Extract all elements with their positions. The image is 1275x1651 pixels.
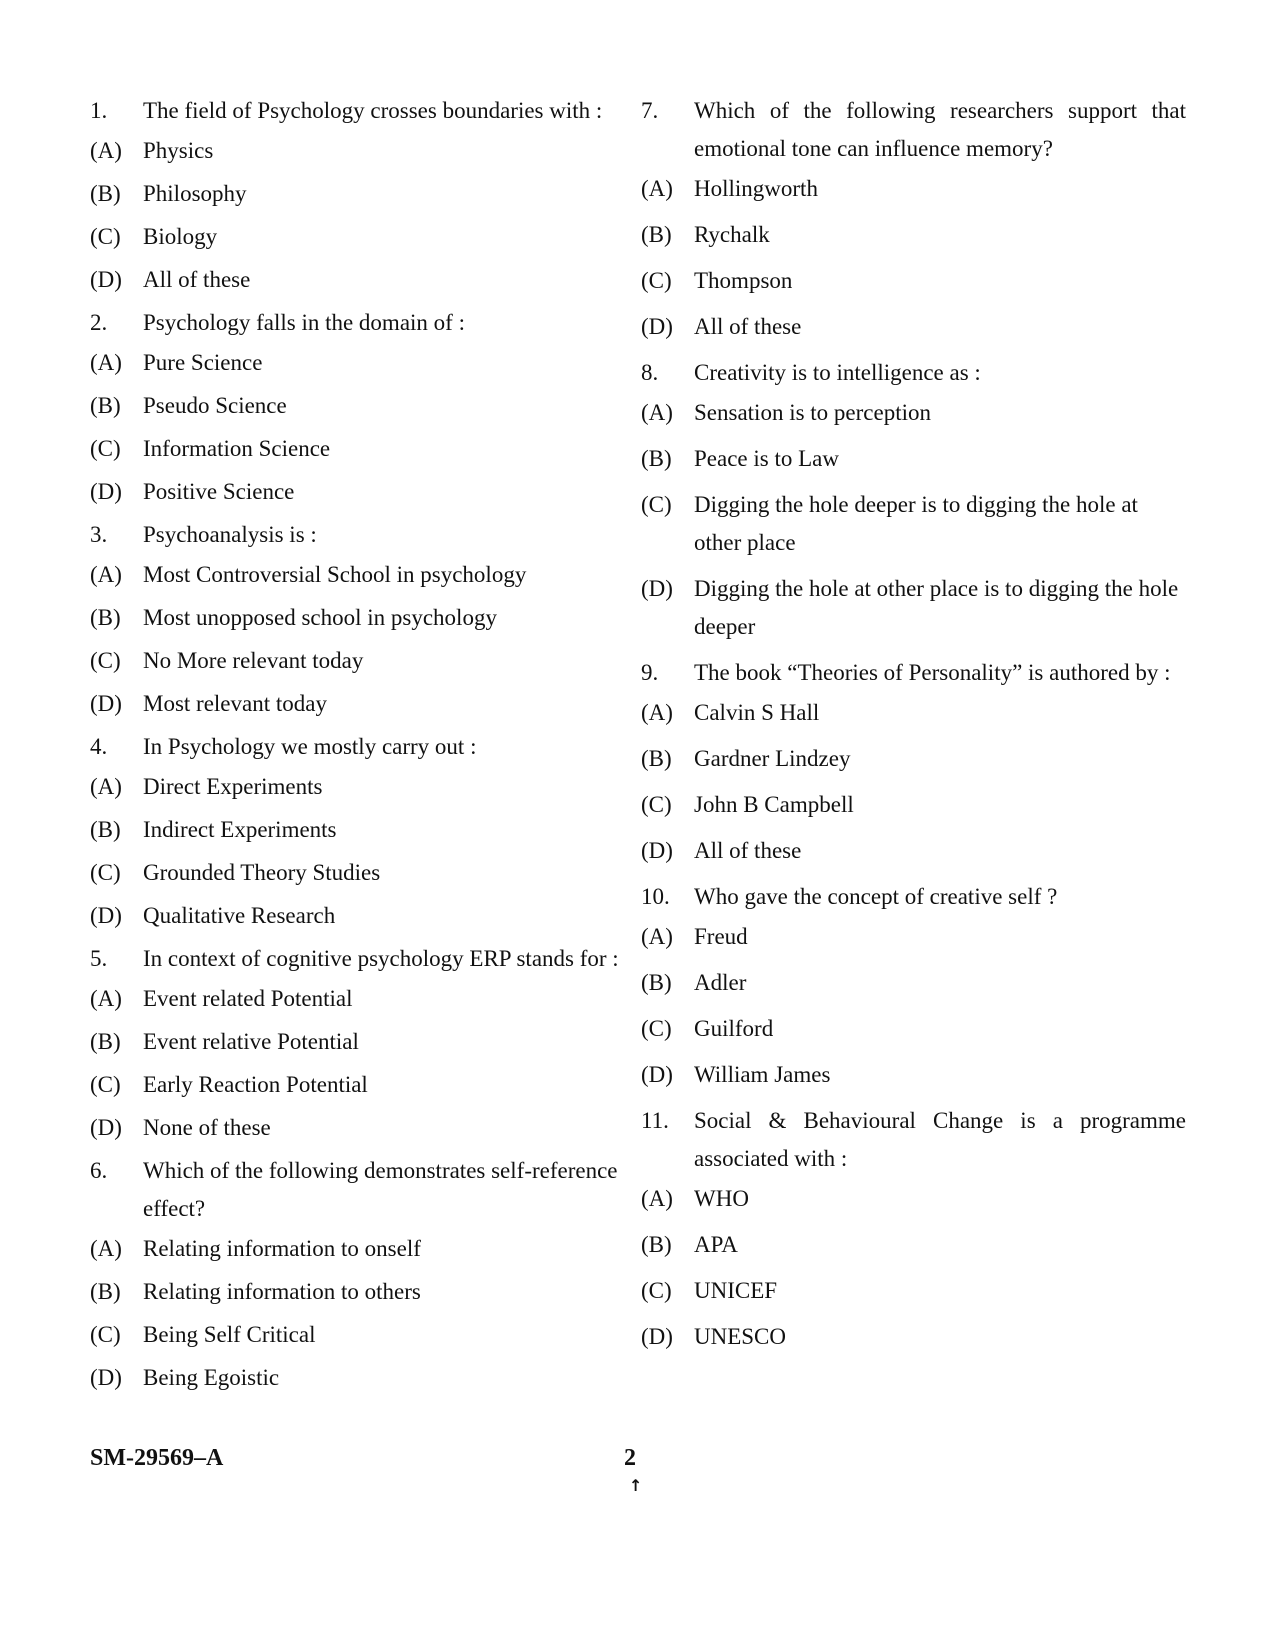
option-item	[90, 768, 625, 806]
option-label: (D)	[90, 903, 122, 928]
question-number: 3.	[90, 522, 108, 547]
option-label: (B)	[641, 222, 672, 247]
question-number: 4.	[90, 734, 108, 759]
question-block	[641, 654, 1186, 870]
option-item	[641, 786, 1186, 824]
option-text: Most relevant today	[143, 691, 327, 716]
option-label: (A)	[641, 700, 673, 725]
option-item	[90, 473, 625, 511]
option-item	[90, 1023, 625, 1061]
option-item	[641, 918, 1186, 956]
option-label: (C)	[641, 792, 672, 817]
option-label: (B)	[90, 817, 121, 842]
question-text: Which of the following researchers support that emotional tone can influence memory?	[694, 98, 1186, 161]
question	[641, 878, 1186, 916]
question-block	[90, 940, 625, 1147]
option-label: (D)	[641, 314, 673, 339]
question-text: Psychology falls in the domain of :	[143, 310, 465, 335]
option-text: Relating information to onself	[143, 1236, 421, 1261]
option-text: John B Campbell	[694, 792, 854, 817]
option-item	[641, 1010, 1186, 1048]
option-text: Biology	[143, 224, 218, 249]
question-text: In Psychology we mostly carry out :	[143, 734, 477, 759]
option-text: Gardner Lindzey	[694, 746, 851, 771]
option-label: (D)	[641, 1324, 673, 1349]
question-block	[90, 304, 625, 511]
question-number: 9.	[641, 660, 659, 685]
option-item	[641, 740, 1186, 778]
option-label: (B)	[641, 970, 672, 995]
option-text: Relating information to others	[143, 1279, 421, 1304]
option-item	[641, 832, 1186, 870]
option-label: (C)	[641, 268, 672, 293]
option-item	[90, 1273, 625, 1311]
options-list	[90, 344, 625, 511]
option-text: Grounded Theory Studies	[143, 860, 381, 885]
question-block	[641, 878, 1186, 1094]
option-label: (B)	[90, 605, 121, 630]
option-item	[90, 1066, 625, 1104]
option-text: Early Reaction Potential	[143, 1072, 368, 1097]
option-item	[641, 308, 1186, 346]
option-text: UNICEF	[694, 1278, 778, 1303]
option-label: (C)	[90, 648, 121, 673]
question	[90, 516, 625, 554]
option-item	[641, 1272, 1186, 1310]
option-item	[641, 1318, 1186, 1356]
option-item	[90, 1359, 625, 1397]
option-text: Qualitative Research	[143, 903, 336, 928]
option-label: (A)	[641, 924, 673, 949]
options-list	[90, 980, 625, 1147]
option-item	[90, 1316, 625, 1354]
option-item	[641, 570, 1186, 646]
option-text: No More relevant today	[143, 648, 364, 673]
option-label: (A)	[90, 350, 122, 375]
question-text: In context of cognitive psychology ERP stands for :	[143, 946, 619, 971]
option-text: Pure Science	[143, 350, 263, 375]
option-text: Rychalk	[694, 222, 770, 247]
option-label: (B)	[641, 1232, 672, 1257]
question	[641, 654, 1186, 692]
options-list	[90, 768, 625, 935]
option-text: All of these	[143, 267, 251, 292]
option-label: (D)	[641, 576, 673, 601]
option-text: Adler	[694, 970, 747, 995]
option-text: Thompson	[694, 268, 793, 293]
option-item	[641, 1056, 1186, 1094]
question	[90, 1152, 625, 1228]
question-number: 11.	[641, 1108, 669, 1133]
option-label: (A)	[90, 562, 122, 587]
option-label: (C)	[90, 860, 121, 885]
option-item	[641, 1226, 1186, 1264]
option-label: (B)	[90, 1279, 121, 1304]
question-number: 2.	[90, 310, 108, 335]
question	[90, 92, 625, 130]
option-item	[641, 694, 1186, 732]
option-item	[641, 486, 1186, 562]
question-block	[641, 1102, 1186, 1356]
option-item	[90, 387, 625, 425]
option-item	[90, 261, 625, 299]
question-number: 10.	[641, 884, 670, 909]
option-text: Being Self Critical	[143, 1322, 316, 1347]
option-item	[90, 599, 625, 637]
option-text: Being Egoistic	[143, 1365, 280, 1390]
option-label: (A)	[90, 986, 122, 1011]
option-text: UNESCO	[694, 1324, 787, 1349]
option-item	[90, 556, 625, 594]
option-label: (A)	[90, 774, 122, 799]
option-label: (A)	[641, 400, 673, 425]
option-item	[90, 344, 625, 382]
option-label: (A)	[90, 1236, 122, 1261]
option-label: (B)	[90, 393, 121, 418]
option-item	[90, 980, 625, 1018]
option-text: Philosophy	[143, 181, 247, 206]
paper-code: SM-29569–A	[90, 1445, 224, 1471]
option-text: Event relative Potential	[143, 1029, 359, 1054]
option-label: (D)	[90, 479, 122, 504]
option-text: None of these	[143, 1115, 271, 1140]
option-text: Calvin S Hall	[694, 700, 820, 725]
question-text: Creativity is to intelligence as :	[694, 360, 981, 385]
option-text: William James	[694, 1062, 831, 1087]
option-text: Digging the hole deeper is to digging the hole at other place	[694, 492, 1138, 555]
option-label: (A)	[641, 176, 673, 201]
option-text: Digging the hole at other place is to digging the hole deeper	[694, 576, 1179, 639]
options-list	[641, 694, 1186, 870]
options-list	[641, 1180, 1186, 1356]
option-label: (D)	[641, 838, 673, 863]
option-text: Hollingworth	[694, 176, 818, 201]
options-list	[641, 394, 1186, 646]
option-item	[641, 262, 1186, 300]
options-list	[90, 132, 625, 299]
option-label: (D)	[90, 691, 122, 716]
option-text: Freud	[694, 924, 748, 949]
option-item	[641, 1180, 1186, 1218]
question-number: 8.	[641, 360, 659, 385]
option-label: (C)	[641, 1278, 672, 1303]
option-item	[90, 642, 625, 680]
right-column	[641, 92, 1186, 1364]
question-text: Social & Behavioural Change is a programme associated with :	[694, 1108, 1186, 1171]
option-label: (D)	[90, 267, 122, 292]
question	[641, 92, 1186, 168]
up-arrow-icon: ↑	[629, 1476, 643, 1495]
question	[90, 728, 625, 766]
question	[90, 304, 625, 342]
question-text: The book “Theories of Personality” is authored by :	[694, 660, 1171, 685]
option-label: (B)	[641, 746, 672, 771]
option-item	[90, 1109, 625, 1147]
option-label: (B)	[90, 1029, 121, 1054]
question-number: 1.	[90, 98, 108, 123]
question-number: 7.	[641, 98, 659, 123]
option-item	[90, 854, 625, 892]
question	[641, 1102, 1186, 1178]
option-item	[641, 216, 1186, 254]
options-list	[641, 918, 1186, 1094]
option-label: (C)	[90, 1072, 121, 1097]
option-text: Event related Potential	[143, 986, 353, 1011]
question-text: The field of Psychology crosses boundaries with :	[143, 98, 603, 123]
option-text: APA	[694, 1232, 738, 1257]
option-label: (C)	[90, 1322, 121, 1347]
option-label: (C)	[641, 492, 672, 517]
option-label: (B)	[90, 181, 121, 206]
option-item	[641, 964, 1186, 1002]
option-item	[90, 897, 625, 935]
question-text: Which of the following demonstrates self-reference effect?	[143, 1158, 618, 1221]
question-number: 5.	[90, 946, 108, 971]
option-item	[90, 175, 625, 213]
options-list	[90, 556, 625, 723]
option-text: Positive Science	[143, 479, 295, 504]
option-text: Direct Experiments	[143, 774, 323, 799]
option-label: (D)	[641, 1062, 673, 1087]
option-item	[90, 1230, 625, 1268]
option-text: Information Science	[143, 436, 331, 461]
option-item	[641, 394, 1186, 432]
option-text: WHO	[694, 1186, 749, 1211]
question-text: Psychoanalysis is :	[143, 522, 317, 547]
question-block	[641, 92, 1186, 346]
option-text: All of these	[694, 838, 802, 863]
question-number: 6.	[90, 1158, 108, 1183]
option-item	[90, 685, 625, 723]
option-item	[641, 170, 1186, 208]
option-text: All of these	[694, 314, 802, 339]
option-text: Guilford	[694, 1016, 774, 1041]
question	[90, 940, 625, 978]
question-block	[90, 92, 625, 299]
option-item	[90, 811, 625, 849]
option-text: Sensation is to perception	[694, 400, 931, 425]
option-label: (A)	[641, 1186, 673, 1211]
option-label: (B)	[641, 446, 672, 471]
question-block	[90, 1152, 625, 1397]
option-item	[90, 218, 625, 256]
question-text: Who gave the concept of creative self ?	[694, 884, 1058, 909]
options-list	[641, 170, 1186, 346]
option-text: Most Controversial School in psychology	[143, 562, 527, 587]
option-label: (D)	[90, 1115, 122, 1140]
option-text: Most unopposed school in psychology	[143, 605, 497, 630]
option-text: Pseudo Science	[143, 393, 287, 418]
option-item	[90, 430, 625, 468]
option-label: (C)	[90, 436, 121, 461]
left-column	[90, 92, 625, 1402]
option-label: (A)	[90, 138, 122, 163]
option-label: (C)	[90, 224, 121, 249]
option-item	[90, 132, 625, 170]
question-block	[90, 516, 625, 723]
option-label: (D)	[90, 1365, 122, 1390]
option-text: Physics	[143, 138, 214, 163]
page-number: 2	[624, 1445, 636, 1471]
question-block	[641, 354, 1186, 646]
question	[641, 354, 1186, 392]
option-text: Peace is to Law	[694, 446, 839, 471]
question-block	[90, 728, 625, 935]
option-text: Indirect Experiments	[143, 817, 337, 842]
option-item	[641, 440, 1186, 478]
options-list	[90, 1230, 625, 1397]
option-label: (C)	[641, 1016, 672, 1041]
